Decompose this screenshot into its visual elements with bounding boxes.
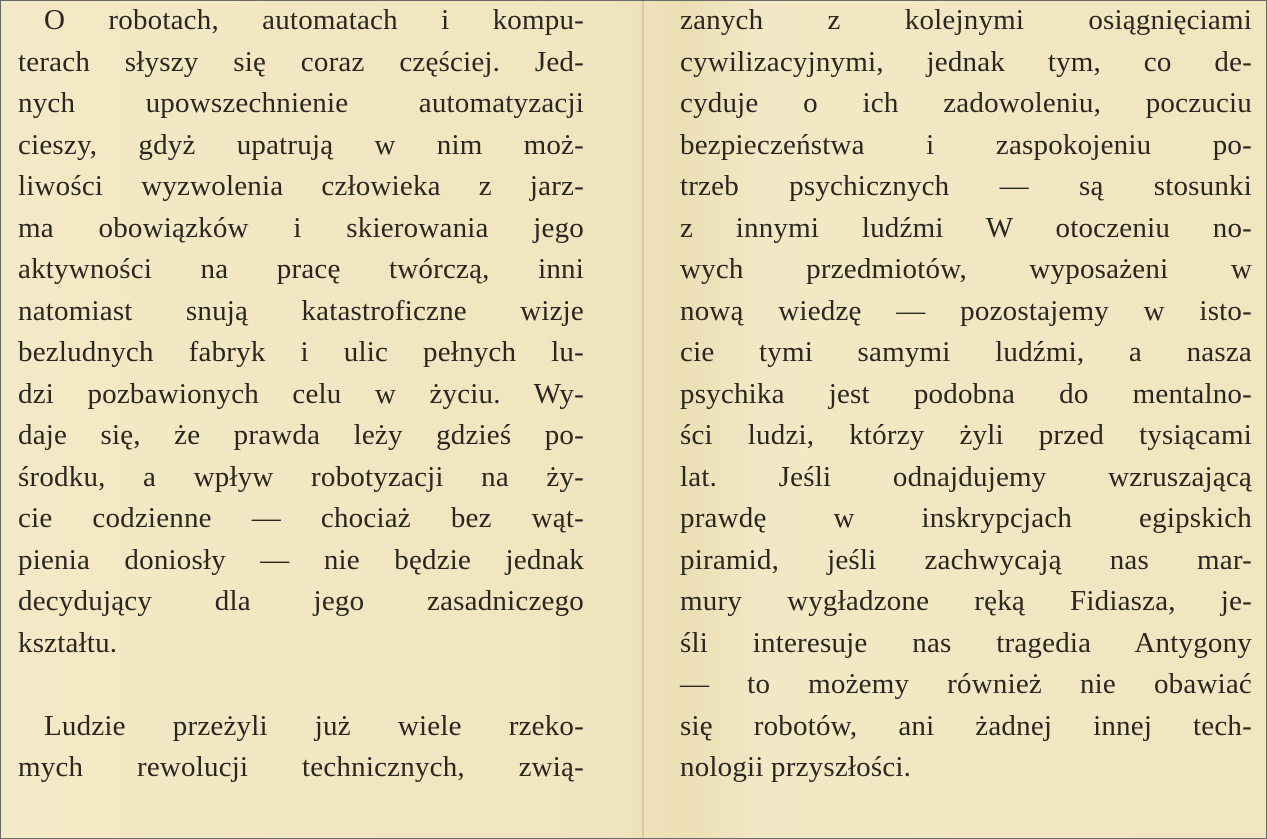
text-line: ma obowiązków i skierowania jego: [18, 211, 584, 244]
text-line: nych upowszechnienie automatyzacji: [18, 87, 584, 119]
text-line: wych przedmiotów, wyposażeni w: [680, 253, 1252, 285]
text-line: cieszy, gdyż upatrują w nim moż-: [18, 128, 584, 161]
text-line: dzi pozbawionych celu w życiu. Wy-: [18, 377, 584, 410]
text-line: psychika jest podobna do mentalno-: [680, 377, 1252, 410]
text-line: cyduje o ich zadowoleniu, poczuciu: [680, 87, 1252, 119]
text-line: piramid, jeśli zachwycają nas mar-: [680, 543, 1252, 576]
text-line: ści ludzi, którzy żyli przed tysiącami: [680, 419, 1252, 451]
text-line: daje się, że prawda leży gdzieś po-: [18, 419, 584, 451]
text-line: środku, a wpływ robotyzacji na ży-: [18, 460, 584, 493]
text-line: zanych z kolejnymi osiągnięciami: [680, 4, 1252, 36]
text-line: terach słyszy się coraz częściej. Jed-: [18, 45, 584, 78]
text-line: bezpieczeństwa i zaspokojeniu po-: [680, 128, 1252, 161]
text-line: pienia doniosły — nie będzie jednak: [18, 543, 584, 576]
text-line: nową wiedzę — pozostajemy w isto-: [680, 294, 1252, 327]
text-line: mury wygładzone ręką Fidiasza, je-: [680, 585, 1252, 617]
text-line: się robotów, ani żadnej innej tech-: [680, 709, 1252, 742]
text-line: decydujący dla jego zasadniczego: [18, 585, 584, 617]
text-line: O robotach, automatach i kompu-: [44, 4, 584, 36]
text-line: cie tymi samymi ludźmi, a nasza: [680, 336, 1252, 368]
text-line: kształtu.: [18, 626, 118, 659]
text-line: cie codzienne — chociaż bez wąt-: [18, 502, 584, 534]
text-line: Ludzie przeżyli już wiele rzeko-: [44, 709, 584, 742]
text-line: śli interesuje nas tragedia Antygony: [680, 626, 1252, 659]
text-line: aktywności na pracę twórczą, inni: [18, 253, 584, 285]
text-line: z innymi ludźmi W otoczeniu no-: [680, 211, 1252, 244]
text-line: bezludnych fabryk i ulic pełnych lu-: [18, 336, 584, 368]
text-line: nologii przyszłości.: [680, 751, 912, 783]
text-line: natomiast snują katastroficzne wizje: [18, 294, 584, 327]
text-line: trzeb psychicznych — są stosunki: [680, 170, 1252, 202]
text-line: — to możemy również nie obawiać: [680, 668, 1252, 700]
text-line: cywilizacyjnymi, jednak tym, co de-: [680, 45, 1252, 78]
text-line: lat. Jeśli odnajdujemy wzruszającą: [680, 460, 1252, 493]
text-line: mych rewolucji technicznych, zwią-: [18, 751, 584, 783]
text-line: prawdę w inskrypcjach egipskich: [680, 502, 1252, 534]
text-line: liwości wyzwolenia człowieka z jarz-: [18, 170, 584, 202]
